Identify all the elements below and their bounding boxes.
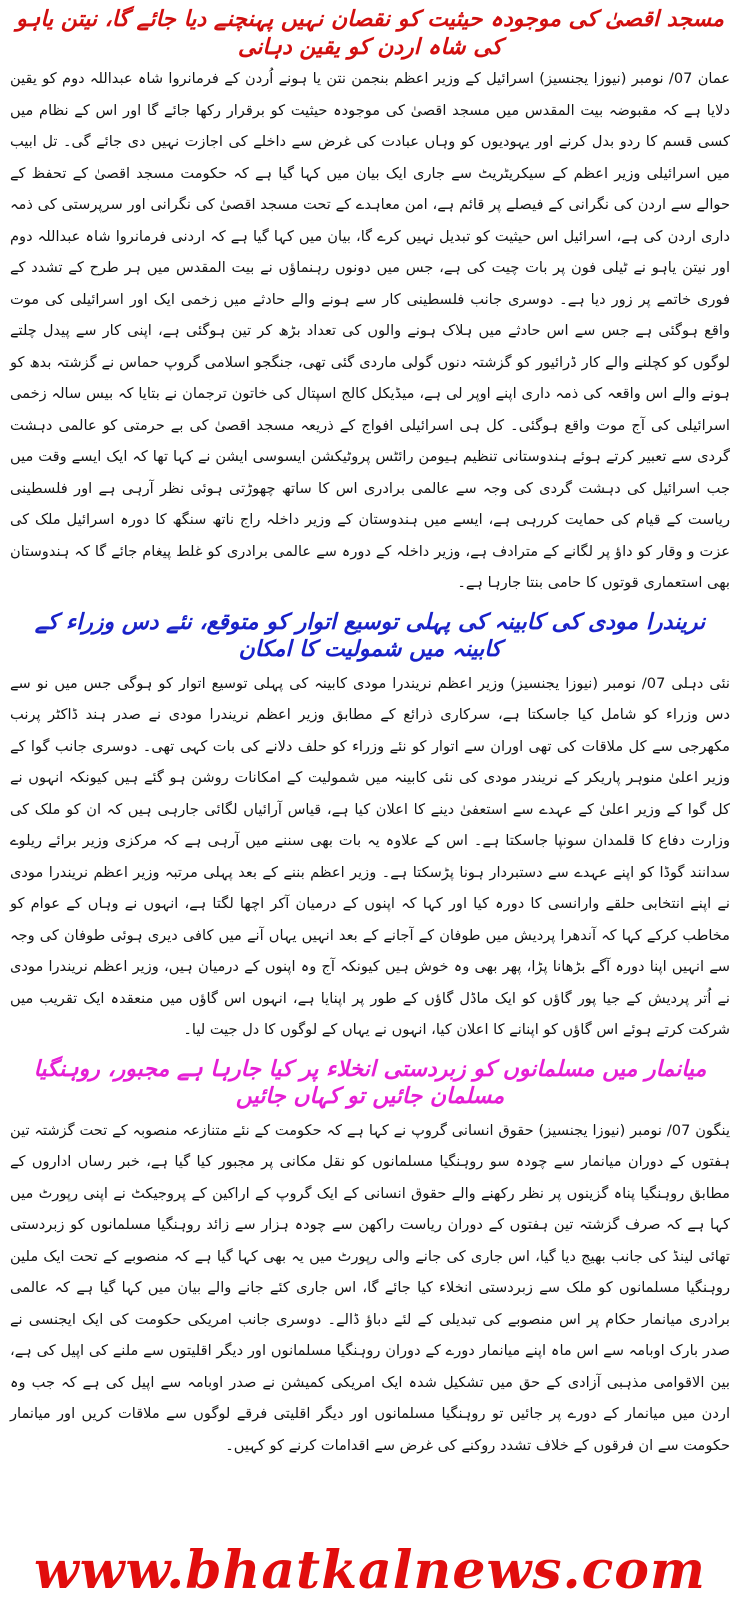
headline-modi-cabinet: نریندرا مودی کی کابینہ کی پہلی توسیع اتوار کو متوقع، نئے دس وزراء کے کابینہ میں شمولیت کا امکان <box>34 608 706 662</box>
article-aqsa-body: عمان 07/ نومبر (نیوزا یجنسیز) اسرائیل کے وزیر اعظم بنجمن نتن یا ہونے اُردن کے فرمانروا شاہ عبداللہ دوم کو یقین دلایا ہے کہ مقبوضہ بیت المقدس میں مسجد اقصیٰ کی موجودہ حیثیت کو برقرار رکھا جائے گا اور اس کے نظام میں کسی قسم کا ردو بدل کرنے اور یہودیوں کو وہاں عبادت کی غرض سے داخلے کی اجازت نہیں دی جائے گی۔ تل ابیب میں اسرائیلی وزیر اعظم کے سیکریٹریٹ سے جاری ایک بیان میں کہا گیا ہے کہ حکومت مسجد اقصیٰ کے تحفظ کے حوالے سے اردن کی نگرانی کے فیصلے پر قائم ہے، امن معاہدے کے تحت مسجد اقصیٰ کی نگرانی اور سرپرستی کی ذمہ داری اردن کی ہے، اسرائیل اس حیثیت کو تبدیل نہیں کرے گا، بیان میں کہا گیا ہے کہ اردنی فرمانروا شاہ عبداللہ دوم اور نیتن یاہو نے ٹیلی فون پر بات چیت کی ہے، جس میں دونوں رہنماؤں نے بیت المقدس میں ہر طرح کے تشدد کے فوری خاتمے پر زور دیا ہے۔ دوسری جانب فلسطینی کار سے ہونے والے حادثے میں زخمی ایک اور اسرائیلی کی موت واقع ہوگئی ہے جس سے اس حادثے میں ہلاک ہونے والوں کی تعداد بڑھ کر تین ہوگئی ہے، اپنی کار سے پیدل چلتے لوگوں کو کچلنے والے کار ڈرائیور کو گزشتہ دنوں گولی ماردی گئی تھی، جنگجو اسلامی گروپ حماس نے گزشتہ بدھ کو ہونے والے اس واقعہ کی ذمہ داری اپنے اوپر لی ہے، میڈیکل کالج اسپتال کی خاتون ترجمان نے بتایا کہ بیس سالہ زخمی اسرائیلی کی آج موت واقع ہوگئی۔ کل ہی اسرائیلی افواج کے ذریعہ مسجد اقصیٰ کی بے حرمتی کو عالمی دہشت گردی سے تعبیر کرتے ہوئے ہندوستانی تنظیم ہیومن رائٹس پروٹیکشن ایسوسی ایشن نے کہا تھا کہ ایک ایسے وقت میں جب اسرائیل کی دہشت گردی کی وجہ سے عالمی برادری اس کا ساتھ چھوڑتی ہوئی نظر آرہی ہے اور فلسطینی ریاست کے قیام کی حمایت کررہی ہے، ایسے میں ہندوستان کے وزیر داخلہ راج ناتھ سنگھ کا دورہ اسرائیل ملک کی عزت و وقار کو داؤ پر لگانے کے مترادف ہے، وزیر داخلہ کے دورہ سے عالمی برادری کو غلط پیغام جائے گا کہ ہندوستان بھی استعماری قوتوں کا حامی بنتا جارہا ہے۔ <box>10 70 731 591</box>
site-footer <box>0 1540 740 1600</box>
headline-aqsa: مسجد اقصیٰ کی موجودہ حیثیت کو نقصان نہیں پہنچنے دیا جائے گا، نیتن یاہو کی شاہ اردن کو یقین دہانی <box>16 6 724 60</box>
article-myanmar-body: ینگون 07/ نومبر (نیوزا یجنسیز) حقوق انسانی گروپ نے کہا ہے کہ حکومت کے نئے متنازعہ منصوبہ کے تحت گزشتہ تین ہفتوں کے دوران میانمار سے چودہ سو روہنگیا مسلمانوں کو نقل مکانی پر مجبور کیا گیا ہے، خبر رساں اداروں کے مطابق روہنگیا پناہ گزینوں پر نظر رکھنے والے حقوق انسانی کے ایک گروپ کے اراکین کے پروجیکٹ نے اپنی رپورٹ میں کہا ہے کہ صرف گزشتہ تین ہفتوں کے دوران ریاست راکھن سے چودہ ہزار سے زائد روہنگیا مسلمانوں کو زبردستی تھائی لینڈ کی جانب بھیج دیا گیا، اس جاری کی جانے والی رپورٹ میں یہ بھی کہا گیا ہے کہ منصوبے کے تحت ایک ملین روہنگیا مسلمانوں کو ملک سے زبردستی انخلاء کیا جائے گا، اس جاری کئے جانے والے بیان میں کہا گیا ہے کہ عالمی برادری میانمار حکام پر اس منصوبے کی تبدیلی کے لئے دباؤ ڈالے۔ دوسری جانب امریکی حکومت کی ایک ایجنسی نے صدر بارک اوبامہ سے اس ماہ اپنے میانمار دورے کے دوران روہنگیا مسلمانوں اور دیگر اقلیتوں سے ملنے کی اپیل کی ہے، بین الاقوامی مذہبی آزادی کے حق میں تشکیل شدہ ایک امریکی کمیشن نے صدر اوبامہ سے اپیل کی ہے کہ جب وہ اردن میں میانمار کے دورے پر جائیں تو روہنگیا مسلمانوں اور دیگر اقلیتی فرقے لوگوں سے ملاقات کریں اور میانمار حکومت سے ان فرقوں کے خلاف تشدد روکنے کی غرض سے اقدامات کرنے کو کہیں۔ <box>10 1121 731 1454</box>
headline-myanmar: میانمار میں مسلمانوں کو زبردستی انخلاء پر کیا جارہا ہے مجبور، روہنگیا مسلمان جائیں تو کہاں جائیں <box>33 1055 707 1109</box>
site-watermark-link[interactable]: www.bhatkalnews.com <box>34 1539 706 1601</box>
article-modi-cabinet-body: نئی دہلی 07/ نومبر (نیوزا یجنسیز) وزیر اعظم نریندرا مودی کابینہ کی پہلی توسیع اتوار کو ہوگی جس میں نو سے دس وزراء کو شامل کیا جاسکتا ہے، سرکاری ذرائع کے مطابق وزیر اعظم نریندرا مودی نے صدر ہند ڈاکٹر پرنب مکھرجی سے کل ملاقات کی تھی اوران سے اتوار کو نئے وزراء کو حلف دلانے کی بات کہی تھی۔ دوسری جانب گوا کے وزیر اعلیٰ منوہر پاریکر کے نریندر مودی کی نئی کابینہ میں شمولیت کے امکانات روشن ہو گئے ہیں کیونکہ انہوں نے کل گوا کے وزیر اعلیٰ کے عہدے سے استعفیٰ دینے کا اعلان کیا ہے، قیاس آرائیاں لگائی جارہی ہیں کہ ان کو ملک کی وزارت دفاع کا قلمدان سونپا جاسکتا ہے۔ اس کے علاوہ یہ بات بھی سننے میں آرہی ہے کہ مرکزی وزیر برائے ریلوے سدانند گوڈا کو اپنے عہدے سے دستبردار ہونا پڑسکتا ہے۔ وزیر اعظم بننے کے بعد پہلی مرتبہ وزیر اعظم نریندرا مودی نے اپنے انتخابی حلقے وارانسی کا دورہ کیا اور کہا کہ اپنوں کے درمیان آکر اچھا لگتا ہے، انہوں نے وہاں کے عوام کو مخاطب کرکے کہا کہ آندھرا پردیش میں طوفان کے آجانے کے بعد انہیں یہاں آنے میں کافی دیری ہوئی طوفان کی وجہ سے انہیں اپنا دورہ آگے بڑھانا پڑا، پھر بھی وہ خوش ہیں کیونکہ آج وہ اپنوں کے درمیان ہیں، وزیر اعظم نریندرا مودی نے اُتر پردیش کے جیا پور گاؤں کو ایک ماڈل گاؤں کے طور پر اپنایا ہے، انہوں اس گاؤں میں منعقدہ ایک تقریب میں شرکت کرتے ہوئے اس گاؤں کو اپنانے کا اعلان کیا، انہوں نے یہاں کے لوگوں کا دل جیت لیا۔ <box>10 674 730 1038</box>
